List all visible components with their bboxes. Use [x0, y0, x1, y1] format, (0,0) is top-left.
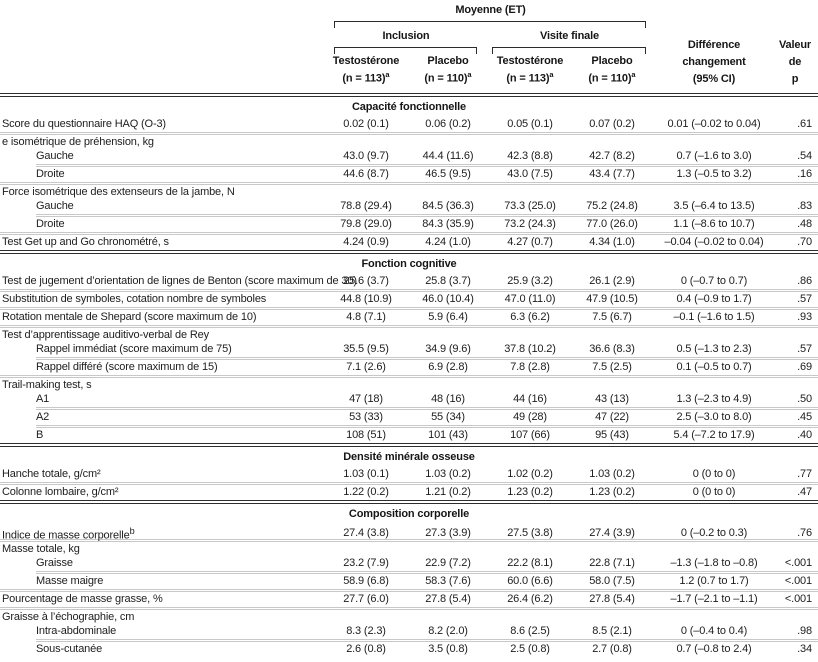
cell-placebo-finale: 1.23 (0.2): [589, 486, 635, 498]
cell-placebo-finale: 22.8 (7.1): [589, 557, 635, 569]
cell-placebo-finale: 26.1 (2.9): [589, 275, 635, 287]
row-label: [0, 392, 325, 407]
cell-placebo-finale: 7.5 (6.7): [592, 311, 632, 323]
row-label: [0, 592, 325, 607]
group-row: [0, 135, 818, 149]
cell-placebo-inclusion: 3.5 (0.8): [428, 643, 468, 655]
column-header-line2: (n = 110): [588, 72, 632, 85]
cell-placebo-finale: 75.2 (24.8): [586, 200, 638, 212]
table-row: [0, 217, 818, 232]
table-row: [0, 410, 818, 425]
cell-testosterone-inclusion: 58.9 (6.8): [343, 575, 389, 587]
cell-difference: 5.4 (–7.2 to 17.9): [673, 429, 755, 441]
row-label: [0, 167, 325, 182]
row-label: [0, 117, 325, 132]
cell-testosterone-finale: 73.3 (25.0): [504, 200, 556, 212]
row-label: [0, 360, 325, 375]
column-header-testosterone-finale: [489, 55, 571, 86]
row-label-text: A1: [36, 393, 50, 405]
table-row: [0, 556, 818, 571]
cell-placebo-inclusion: 44.4 (11.6): [422, 150, 474, 162]
cell-placebo-inclusion: 55 (34): [431, 411, 465, 423]
footnote-marker: a: [467, 70, 472, 79]
cell-placebo-finale: 47.9 (10.5): [586, 293, 638, 305]
cell-testosterone-inclusion: 1.22 (0.2): [343, 486, 389, 498]
table-row: [0, 642, 818, 657]
row-label: [0, 574, 325, 589]
cell-p-value: .16: [797, 168, 812, 180]
table-row: [0, 292, 818, 307]
row-label: [0, 378, 325, 392]
p-value-line2: de: [788, 56, 802, 68]
section-title: Fonction cognitive: [0, 250, 818, 274]
row-label: [0, 610, 325, 624]
row-label-text: Rotation mentale de Shepard (score maximum de 10): [2, 311, 257, 323]
section-title: Densité minérale osseuse: [0, 443, 818, 467]
cell-p-value: <.001: [784, 575, 812, 587]
cell-difference: –1.7 (–2.1 to –1.1): [670, 593, 758, 605]
row-label: [0, 624, 325, 639]
cell-difference: 1.3 (–0.5 to 3.2): [676, 168, 752, 180]
cell-difference: 0.01 (–0.02 to 0.04): [667, 118, 761, 130]
cell-testosterone-inclusion: 4.24 (0.9): [343, 236, 389, 248]
cell-testosterone-inclusion: 8.3 (2.3): [346, 625, 386, 637]
row-label: [0, 185, 325, 199]
cell-placebo-inclusion: 34.9 (9.6): [425, 343, 471, 355]
cell-placebo-finale: 36.6 (8.3): [589, 343, 635, 355]
cell-difference: 3.5 (–6.4 to 13.5): [673, 200, 755, 212]
cell-testosterone-finale: 27.5 (3.8): [507, 527, 553, 540]
group-row: [0, 185, 818, 199]
cell-difference: –1.3 (–1.8 to –0.8): [670, 557, 758, 569]
row-label-text: Gauche: [36, 200, 74, 212]
footnote-marker: a: [385, 70, 390, 79]
row-label-text: Hanche totale, g/cm²: [2, 468, 101, 480]
row-label: [0, 485, 325, 500]
cell-difference: 0.7 (–0.8 to 2.4): [676, 643, 752, 655]
cell-difference: 1.3 (–2.3 to 4.9): [676, 393, 752, 405]
row-label-text: Graisse à l’échographie, cm: [2, 611, 135, 623]
row-label: [0, 556, 325, 571]
cell-p-value: <.001: [784, 557, 812, 569]
cell-p-value: .69: [797, 361, 812, 373]
table-row: [0, 392, 818, 407]
cell-testosterone-finale: 4.27 (0.7): [507, 236, 553, 248]
column-header-placebo-finale: [571, 55, 653, 86]
row-label-text: Intra-abdominale: [36, 625, 117, 637]
cell-p-value: .57: [797, 343, 812, 355]
cell-placebo-finale: 77.0 (26.0): [586, 218, 638, 230]
table-row: [0, 199, 818, 214]
row-label-text: Force isométrique des extenseurs de la jambe, N: [2, 186, 235, 198]
table-row: [0, 149, 818, 164]
cell-testosterone-finale: 107 (66): [510, 429, 550, 441]
footnote-marker: b: [129, 526, 135, 536]
cell-testosterone-inclusion: 23.2 (7.9): [343, 557, 389, 569]
cell-testosterone-finale: 0.05 (0.1): [507, 118, 553, 130]
cell-testosterone-finale: 49 (28): [513, 411, 547, 423]
cell-placebo-inclusion: 0.06 (0.2): [425, 118, 471, 130]
cell-placebo-finale: 43.4 (7.7): [589, 168, 635, 180]
row-label-text: Score du questionnaire HAQ (O-3): [2, 118, 166, 130]
cell-testosterone-inclusion: 27.7 (6.0): [343, 593, 389, 605]
cell-testosterone-finale: 44 (16): [513, 393, 547, 405]
cell-p-value: .54: [797, 150, 812, 162]
column-group-visite-finale: Visite finale: [540, 30, 599, 42]
table-row: [0, 310, 818, 325]
cell-testosterone-finale: 37.8 (10.2): [504, 343, 556, 355]
inclusion-bracket: [334, 47, 477, 54]
cell-testosterone-finale: 2.5 (0.8): [510, 643, 550, 655]
column-header-line2: (n = 113): [506, 72, 550, 85]
table-body: [0, 93, 818, 657]
group-row: [0, 610, 818, 624]
row-label-text: Gauche: [36, 150, 74, 162]
row-label: [0, 310, 325, 325]
column-header-line1: Placebo: [427, 55, 469, 67]
cell-testosterone-finale: 26.4 (6.2): [507, 593, 553, 605]
cell-difference: 0 (–0.4 to 0.4): [680, 625, 748, 637]
cell-testosterone-inclusion: 4.8 (7.1): [346, 311, 386, 323]
cell-placebo-finale: 27.8 (5.4): [589, 593, 635, 605]
cell-p-value: .77: [797, 468, 812, 480]
cell-difference: 1.1 (–8.6 to 10.7): [673, 218, 755, 230]
row-label-text: Colonne lombaire, g/cm²: [2, 486, 119, 498]
cell-placebo-inclusion: 22.9 (7.2): [425, 557, 471, 569]
footnote-marker: a: [631, 70, 636, 79]
cell-p-value: .45: [797, 411, 812, 423]
cell-testosterone-inclusion: 44.6 (8.7): [343, 168, 389, 180]
cell-placebo-inclusion: 8.2 (2.0): [428, 625, 468, 637]
cell-difference: 0.5 (–1.3 to 2.3): [676, 343, 752, 355]
row-label-text: Test de jugement d’orientation de lignes de Benton (score maximum de 30): [2, 275, 357, 287]
row-label: [0, 274, 357, 289]
difference-line3: (95% CI): [692, 73, 736, 85]
row-label-text: B: [36, 429, 44, 441]
column-header-testosterone-inclusion: [325, 55, 407, 86]
cell-testosterone-inclusion: 1.03 (0.1): [343, 468, 389, 480]
section-title: Composition corporelle: [0, 500, 818, 524]
row-label: [0, 235, 325, 250]
cell-placebo-inclusion: 25.8 (3.7): [425, 275, 471, 287]
cell-testosterone-inclusion: 0.02 (0.1): [343, 118, 389, 130]
cell-p-value: .47: [797, 486, 812, 498]
cell-p-value: .76: [797, 527, 812, 540]
table-row: [0, 574, 818, 589]
cell-p-value: .86: [797, 275, 812, 287]
row-label-text: A2: [36, 411, 50, 423]
cell-placebo-finale: 2.7 (0.8): [592, 643, 632, 655]
cell-testosterone-finale: 43.0 (7.5): [507, 168, 553, 180]
cell-placebo-finale: 0.07 (0.2): [589, 118, 635, 130]
cell-testosterone-inclusion: 47 (18): [349, 393, 383, 405]
column-header-line1: Placebo: [591, 55, 633, 67]
table-row: [0, 235, 818, 250]
row-label: [0, 642, 325, 657]
cell-testosterone-finale: 8.6 (2.5): [510, 625, 550, 637]
difference-line2: changement: [682, 56, 746, 68]
table-row: [0, 524, 818, 542]
cell-difference: –0.1 (–1.6 to 1.5): [673, 311, 755, 323]
row-label: [0, 524, 325, 544]
cell-testosterone-finale: 47.0 (11.0): [504, 293, 556, 305]
column-header-p-value: [775, 37, 815, 88]
table-row: [0, 342, 818, 357]
visite-finale-bracket: [492, 47, 646, 54]
cell-difference: 0 (–0.7 to 0.7): [680, 275, 748, 287]
cell-testosterone-finale: 73.2 (24.3): [504, 218, 556, 230]
cell-placebo-inclusion: 1.21 (0.2): [425, 486, 471, 498]
column-header-line1: Testostérone: [496, 55, 564, 67]
row-label: [0, 199, 325, 214]
row-label-text: Sous-cutanée: [36, 643, 103, 655]
cell-placebo-finale: 7.5 (2.5): [592, 361, 632, 373]
table-row: [0, 428, 818, 443]
row-label-text: Graisse: [36, 557, 73, 569]
cell-p-value: .50: [797, 393, 812, 405]
group-row: [0, 542, 818, 556]
group-row: [0, 378, 818, 392]
cell-testosterone-inclusion: 78.8 (29.4): [340, 200, 392, 212]
table-header: [0, 0, 818, 93]
column-header-line2: (n = 110): [424, 72, 468, 85]
cell-placebo-inclusion: 4.24 (1.0): [425, 236, 471, 248]
cell-placebo-inclusion: 46.0 (10.4): [422, 293, 474, 305]
cell-difference: –0.04 (–0.02 to 0.04): [664, 236, 764, 248]
cell-placebo-inclusion: 101 (43): [428, 429, 468, 441]
cell-difference: 0.7 (–1.6 to 3.0): [676, 150, 752, 162]
row-label: [0, 217, 325, 232]
cell-p-value: .70: [797, 236, 812, 248]
cell-testosterone-finale: 22.2 (8.1): [507, 557, 553, 569]
cell-testosterone-inclusion: 44.8 (10.9): [340, 293, 392, 305]
column-header-placebo-inclusion: [407, 55, 489, 86]
cell-placebo-finale: 43 (13): [595, 393, 629, 405]
cell-difference: 0.1 (–0.5 to 0.7): [676, 361, 752, 373]
cell-placebo-finale: 47 (22): [595, 411, 629, 423]
cell-placebo-finale: 8.5 (2.1): [592, 625, 632, 637]
p-value-line3: p: [791, 73, 799, 85]
row-label-text: Rappel différé (score maximum de 15): [36, 361, 218, 373]
cell-placebo-inclusion: 46.5 (9.5): [425, 168, 471, 180]
cell-testosterone-inclusion: 43.0 (9.7): [343, 150, 389, 162]
cell-placebo-inclusion: 48 (16): [431, 393, 465, 405]
row-label-text: Indice de masse corporelle: [2, 529, 130, 542]
table-row: [0, 117, 818, 132]
column-header-line2: (n = 113): [342, 72, 386, 85]
cell-placebo-inclusion: 1.03 (0.2): [425, 468, 471, 480]
column-header-difference: [653, 37, 775, 88]
group-row: [0, 328, 818, 342]
row-label-text: Test d’apprentissage auditivo-verbal de Rey: [2, 329, 209, 341]
cell-placebo-inclusion: 27.8 (5.4): [425, 593, 471, 605]
cell-placebo-inclusion: 84.3 (35.9): [422, 218, 474, 230]
cell-testosterone-inclusion: 7.1 (2.6): [346, 361, 386, 373]
row-label: [0, 292, 325, 307]
section-title: Capacité fonctionnelle: [0, 93, 818, 117]
cell-placebo-finale: 95 (43): [595, 429, 629, 441]
cell-testosterone-inclusion: 53 (33): [349, 411, 383, 423]
row-label: [0, 342, 325, 357]
column-group-inclusion: Inclusion: [382, 30, 430, 42]
cell-placebo-inclusion: 5.9 (6.4): [428, 311, 468, 323]
p-value-line1: Valeur: [778, 39, 812, 51]
row-label-text: Droite: [36, 168, 65, 180]
row-label-text: e isométrique de préhension, kg: [2, 136, 154, 148]
cell-testosterone-inclusion: 108 (51): [346, 429, 386, 441]
cell-testosterone-finale: 25.9 (3.2): [507, 275, 553, 287]
table-row: [0, 624, 818, 639]
cell-p-value: .61: [797, 118, 812, 130]
table-row: [0, 167, 818, 182]
cell-testosterone-finale: 42.3 (8.8): [507, 150, 553, 162]
row-label-text: Masse totale, kg: [2, 543, 80, 555]
cell-p-value: .98: [797, 625, 812, 637]
cell-difference: 0 (0 to 0): [692, 468, 736, 480]
row-label-text: Trail-making test, s: [2, 379, 92, 391]
cell-p-value: .48: [797, 218, 812, 230]
cell-placebo-finale: 4.34 (1.0): [589, 236, 635, 248]
row-label: [0, 542, 325, 556]
table-row: [0, 592, 818, 607]
row-label-text: Test Get up and Go chronométré, s: [2, 236, 169, 248]
table-row: [0, 485, 818, 500]
row-label: [0, 467, 325, 482]
row-label-text: Substitution de symboles, cotation nombre de symboles: [2, 293, 267, 305]
cell-difference: 2.5 (–3.0 to 8.0): [676, 411, 752, 423]
row-label: [0, 149, 325, 164]
cell-testosterone-inclusion: 79.8 (29.0): [340, 218, 392, 230]
cell-placebo-inclusion: 84.5 (36.3): [422, 200, 474, 212]
cell-testosterone-inclusion: 2.6 (0.8): [346, 643, 386, 655]
cell-p-value: .93: [797, 311, 812, 323]
table-row: [0, 467, 818, 482]
column-group-moyenne-et: Moyenne (ET): [455, 4, 526, 16]
row-label: [0, 328, 325, 342]
cell-placebo-finale: 58.0 (7.5): [589, 575, 635, 587]
cell-testosterone-finale: 7.8 (2.8): [510, 361, 550, 373]
cell-difference: 0.4 (–0.9 to 1.7): [676, 293, 752, 305]
table-row: [0, 360, 818, 375]
cell-testosterone-finale: 1.02 (0.2): [507, 468, 553, 480]
footnote-marker: a: [549, 70, 554, 79]
cell-difference: 0 (–0.2 to 0.3): [680, 527, 748, 540]
difference-line1: Différence: [687, 39, 741, 51]
row-label-text: Droite: [36, 218, 65, 230]
row-label: [0, 135, 325, 149]
cell-p-value: .83: [797, 200, 812, 212]
row-label: [0, 410, 325, 425]
moyenne-bracket: [334, 21, 646, 28]
row-label-text: Pourcentage de masse grasse, %: [2, 593, 163, 605]
cell-p-value: .40: [797, 429, 812, 441]
cell-testosterone-inclusion: 27.4 (3.8): [343, 527, 389, 540]
cell-testosterone-inclusion: 25.6 (3.7): [343, 275, 389, 287]
cell-difference: 0 (0 to 0): [692, 486, 736, 498]
cell-testosterone-finale: 6.3 (6.2): [510, 311, 550, 323]
cell-placebo-finale: 1.03 (0.2): [589, 468, 635, 480]
cell-testosterone-finale: 1.23 (0.2): [507, 486, 553, 498]
cell-placebo-finale: 27.4 (3.9): [589, 527, 635, 540]
column-header-line1: Testostérone: [332, 55, 400, 67]
cell-p-value: <.001: [784, 593, 812, 605]
cell-p-value: .57: [797, 293, 812, 305]
cell-placebo-inclusion: 27.3 (3.9): [425, 527, 471, 540]
cell-placebo-finale: 42.7 (8.2): [589, 150, 635, 162]
row-label-text: Masse maigre: [36, 575, 104, 587]
cell-testosterone-inclusion: 35.5 (9.5): [343, 343, 389, 355]
row-label: [0, 428, 325, 443]
row-label-text: Rappel immédiat (score maximum de 75): [36, 343, 232, 355]
cell-placebo-inclusion: 6.9 (2.8): [428, 361, 468, 373]
cell-difference: 1.2 (0.7 to 1.7): [679, 575, 749, 587]
cell-p-value: .34: [797, 643, 812, 655]
table-row: [0, 274, 818, 289]
cell-testosterone-finale: 60.0 (6.6): [507, 575, 553, 587]
cell-placebo-inclusion: 58.3 (7.6): [425, 575, 471, 587]
